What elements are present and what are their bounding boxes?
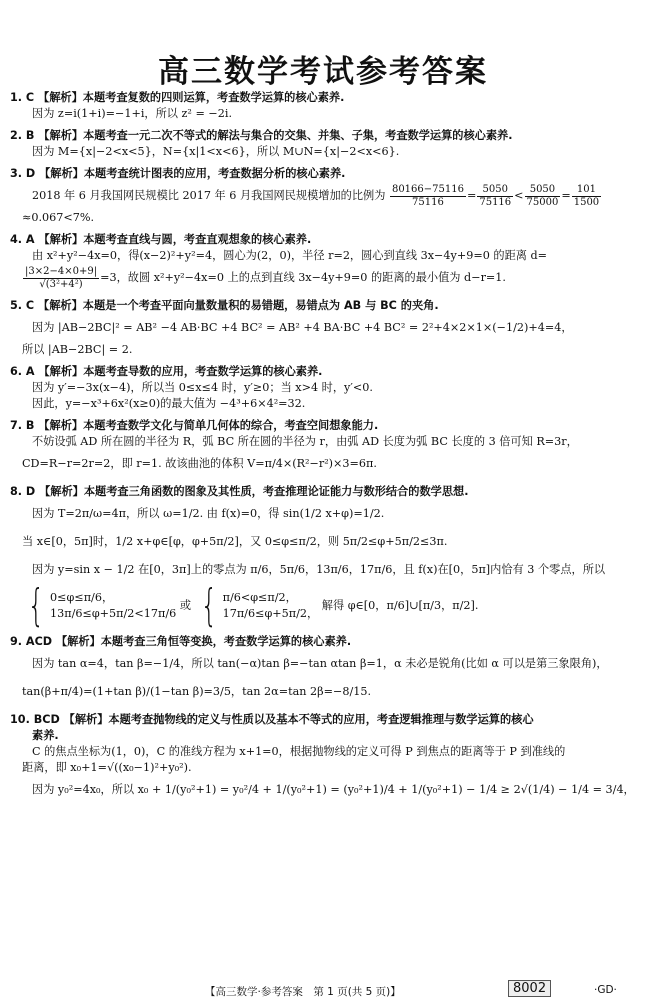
answer-10-line-1: C 的焦点坐标为(1，0)，C 的准线方程为 x+1=0，根据抛物线的定义可得 P 到焦点的距离等于 P 到准线的 — [32, 745, 566, 758]
answer-5-line-1: 因为 |AB−2BC|² = AB² −4 AB·BC +4 BC² = AB² +4 BA·BC +4 BC² = 2²+4×2×1×(−1/2)+4=4， — [32, 321, 573, 334]
answer-8-solution: 解得 φ∈[0，π/6]∪[π/3，π/2]. — [321, 599, 479, 612]
answer-6 — [10, 364, 636, 412]
answer-9 — [10, 634, 636, 706]
answer-4 — [10, 232, 636, 292]
answer-5-line-2: 所以 |AB−2BC| = 2. — [22, 343, 133, 356]
answer-8 — [10, 484, 636, 631]
answer-10-line-2: 距离，即 x₀+1=√((x₀−1)²+y₀²). — [22, 761, 192, 774]
answer-7-head: 7. B 【解析】本题考查数学文化与简单几何体的综合，考查空间想象能力. — [10, 419, 379, 432]
answer-5 — [10, 298, 636, 358]
answer-4-head: 4. A 【解析】本题考查直线与圆，考查直观想象的核心素养. — [10, 233, 312, 246]
answer-8-system-2: { π/6<φ≤π/2， 17π/6≤φ+5π/2， — [200, 580, 319, 631]
answer-1-line-1: 因为 z=i(1+i)=−1+i，所以 z² = −2i. — [32, 107, 233, 120]
answer-8-line-3: 因为 y=sin x − 1/2 在[0，3π]上的零点为 π/6，5π/6，13π/6，17π/6，且 f(x)在[0，5π]内恰有 3 个零点，所以 — [32, 563, 606, 576]
answer-7-line-2: CD=R−r=2r=2，即 r=1. 故该曲池的体积 V=π/4×(R²−r²)×3=6π. — [22, 457, 377, 470]
answer-3-head: 3. D 【解析】本题考查统计图表的应用，考查数据分析的核心素养. — [10, 167, 346, 180]
answer-6-line-2: 因此，y=−x³+6x²(x≥0)的最大值为 −4³+6×4²=32. — [32, 397, 306, 410]
answer-3 — [10, 166, 636, 226]
answer-7-line-1: 不妨设弧 AD 所在圆的半径为 R，弧 BC 所在圆的半径为 r，由弧 AD 长度为弧 BC 长度的 3 倍可知 R=3r， — [32, 435, 578, 448]
answer-4-line-2: $\frac{|3\times 2-4\times 0+9|}{\text{√(3²+4²)}}$ =3，故圆 x²+y²−4x=0 上的点到直线 3x−4y+9=0 的距离的最小值为 d−r=1. — [25, 265, 506, 290]
footer-code-badge: 8002 — [508, 980, 551, 997]
answer-3-line-1: 2018 年 6 月我国网民规模比 2017 年 6 月我国网民规模增加的比例为 $\frac{80166-75116}{75116}$ = $\frac{5050}{75116}$ < $\frac{5050}{75000}$ = $\frac{101}{1500}$ — [32, 183, 600, 208]
page-title: 高三数学考试参考答案 — [158, 54, 488, 90]
answer-5-head: 5. C 【解析】本题是一个考查平面向量数量积的易错题，易错点为 AB 与 BC 的夹角. — [10, 299, 439, 312]
footer-page-info: 【高三数学·参考答案 第 1 页(共 5 页)】 — [205, 986, 401, 998]
answer-9-line-1: 因为 tan α=4，tan β=−1/4，所以 tan(−α)tan β=−tan αtan β=1，α 未必是锐角(比如 α 可以是第三象限角)， — [32, 657, 608, 670]
answer-3-fraction-1: $\frac{80166-75116}{75116}$ — [391, 183, 464, 208]
answer-8-line-2: 当 x∈[0，5π]时，1/2 x+φ∈[φ，φ+5π/2]，又 0≤φ≤π/2，则 5π/2≤φ+5π/2≤3π. — [22, 535, 448, 548]
answer-4-fraction: $\frac{|3\times 2-4\times 0+9|}{\text{√(3²+4²)}}$ — [25, 265, 98, 290]
answer-8-or: 或 — [179, 599, 192, 612]
answer-3-fraction-3: $\frac{5050}{75000}$ — [526, 183, 559, 208]
answer-8-line-1: 因为 T=2π/ω=4π，所以 ω=1/2. 由 f(x)=0，得 sin(1/2 x+φ)=1/2. — [32, 507, 385, 520]
answer-9-line-2: tan(β+π/4)=(1+tan β)/(1−tan β)=3/5，tan 2α=tan 2β=−8/15. — [22, 685, 372, 698]
answer-6-head: 6. A 【解析】本题考查导数的应用，考查数学运算的核心素养. — [10, 365, 323, 378]
answer-9-head: 9. ACD 【解析】本题考查三角恒等变换，考查数学运算的核心素养. — [10, 635, 352, 648]
answer-2-line-1: 因为 M={x|−2<x<5}，N={x|1<x<6}，所以 M∪N={x|−2<x<6}. — [32, 145, 400, 158]
answer-8-head: 8. D 【解析】本题考查三角函数的图象及其性质，考查推理论证能力与数形结合的数学思想. — [10, 485, 469, 498]
answer-8-system — [10, 580, 636, 631]
answer-1-head: 1. C 【解析】本题考查复数的四则运算，考查数学运算的核心素养. — [10, 91, 345, 104]
answer-3-fraction-2: $\frac{5050}{75116}$ — [479, 183, 512, 208]
answer-3-line-2: ≈0.067<7%. — [22, 211, 95, 224]
answer-7 — [10, 418, 636, 478]
answer-2-head: 2. B 【解析】本题考查一元二次不等式的解法与集合的交集、并集、子集，考查数学运算的核心素养. — [10, 129, 513, 142]
answer-8-system-1: { 0≤φ≤π/6， 13π/6≤φ+5π/2<17π/6 — [27, 580, 177, 631]
answer-content — [10, 90, 636, 804]
answer-1 — [10, 90, 636, 122]
answer-10-head: 10. BCD 【解析】本题考查抛物线的定义与性质以及基本不等式的应用，考查逻辑推理与数学运算的核心 — [10, 713, 534, 726]
left-brace-icon: { — [27, 580, 45, 631]
answer-3-text: 2018 年 6 月我国网民规模比 2017 年 6 月我国网民规模增加的比例为 — [32, 189, 386, 202]
answer-3-fraction-4: $\frac{101}{1500}$ — [573, 183, 600, 208]
left-brace-icon: { — [200, 580, 217, 631]
answer-2 — [10, 128, 636, 160]
answer-10-head-cont: 素养. — [32, 729, 59, 742]
answer-10 — [10, 712, 636, 804]
answer-6-line-1: 因为 y′=−3x(x−4)，所以当 0≤x≤4 时，y′≥0；当 x>4 时，y′<0. — [32, 381, 373, 394]
answer-10-line-3: 因为 y₀²=4x₀，所以 x₀ + 1/(y₀²+1) = y₀²/4 + 1/(y₀²+1) = (y₀²+1)/4 + 1/(y₀²+1) − 1/4 ≥ 2√(1/4) − 1/4 = 3/4， — [32, 783, 635, 796]
page-footer — [0, 980, 652, 1002]
answer-4-line-1: 由 x²+y²−4x=0，得(x−2)²+y²=4，圆心为(2，0)，半径 r=2，圆心到直线 3x−4y+9=0 的距离 d= — [32, 249, 548, 262]
footer-gd: ·GD· — [594, 984, 617, 996]
